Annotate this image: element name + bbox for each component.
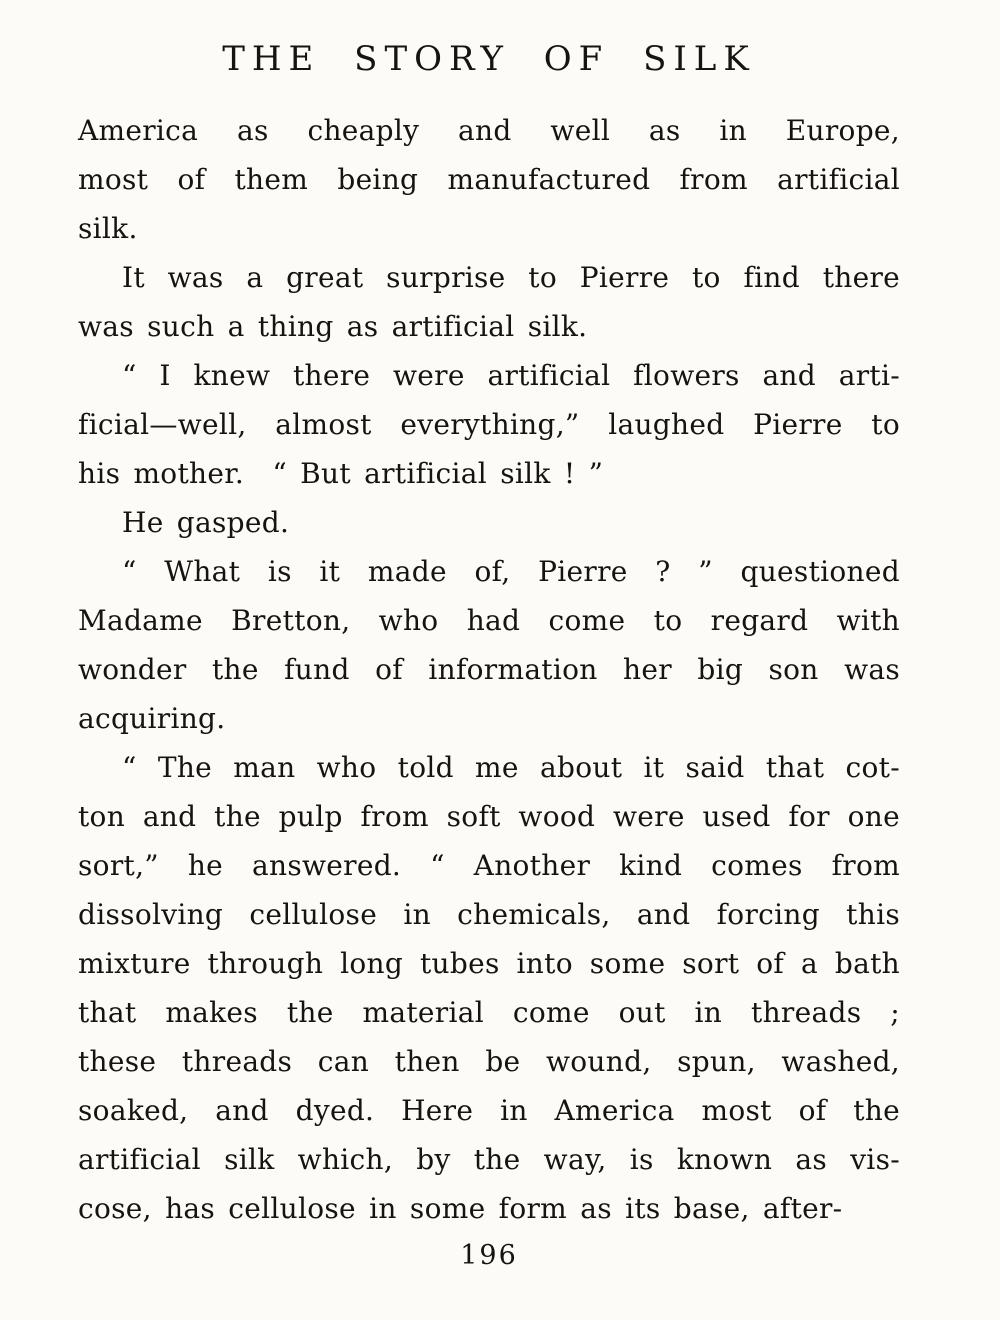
text-line: most of them being manufactured from artificial bbox=[78, 163, 900, 197]
text-line: sort,” he answered. “ Another kind comes from bbox=[78, 849, 900, 883]
text-line: mixture through long tubes into some sort of a bath bbox=[78, 947, 900, 981]
text-line: these threads can then be wound, spun, washed, bbox=[78, 1045, 900, 1079]
text-line: ficial—well, almost everything,” laughed Pierre to bbox=[78, 408, 900, 442]
text-line: ton and the pulp from soft wood were used for one bbox=[78, 800, 900, 834]
text-line: dissolving cellulose in chemicals, and forcing this bbox=[78, 898, 900, 932]
text-line: his mother. “ But artificial silk ! ” bbox=[78, 457, 604, 491]
text-line: Madame Bretton, who had come to regard with bbox=[78, 604, 900, 638]
text-line: It was a great surprise to Pierre to find there bbox=[122, 261, 900, 295]
page-title: THE STORY OF SILK bbox=[222, 39, 756, 79]
text-line: artificial silk which, by the way, is known as vis- bbox=[78, 1143, 900, 1177]
page-number: 196 bbox=[460, 1240, 518, 1272]
text-line: cose, has cellulose in some form as its base, after- bbox=[78, 1192, 843, 1226]
paragraph bbox=[78, 743, 900, 1233]
text-line: that makes the material come out in threads ; bbox=[78, 996, 900, 1030]
paragraph bbox=[78, 106, 900, 253]
paragraph bbox=[78, 498, 900, 547]
text-line: “ What is it made of, Pierre ? ” questioned bbox=[122, 555, 900, 589]
text-line: “ I knew there were artificial flowers and arti- bbox=[122, 359, 900, 393]
paragraph bbox=[78, 351, 900, 498]
body-text bbox=[78, 106, 900, 1233]
text-line: America as cheaply and well as in Europe, bbox=[78, 114, 900, 148]
text-line: wonder the fund of information her big son was bbox=[78, 653, 900, 687]
text-line: “ The man who told me about it said that cot- bbox=[122, 751, 900, 785]
paragraph bbox=[78, 253, 900, 351]
paragraph bbox=[78, 547, 900, 743]
text-line: acquiring. bbox=[78, 702, 226, 736]
text-line: was such a thing as artificial silk. bbox=[78, 310, 588, 344]
text-line: He gasped. bbox=[122, 506, 290, 540]
text-line: soaked, and dyed. Here in America most of the bbox=[78, 1094, 900, 1128]
text-line: silk. bbox=[78, 212, 138, 246]
